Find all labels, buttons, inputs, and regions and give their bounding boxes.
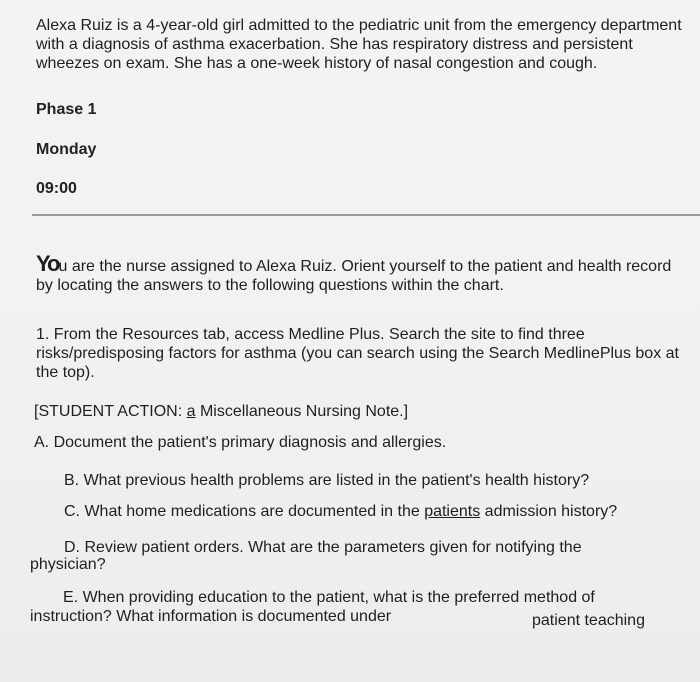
question-d-line-1: D. Review patient orders. What are the parameters given for notifying the	[64, 539, 582, 556]
question-a: A. Document the patient's primary diagnosis and allergies.	[34, 434, 447, 451]
time-label: 09:00	[36, 180, 77, 197]
question-c-end: admission history?	[480, 503, 618, 520]
question-b: B. What previous health problems are listed in the patient's health history?	[64, 472, 590, 489]
orientation-body: u are the nurse assigned to Alexa Ruiz. Orient yourself to the patient and health record by locating the answers to the following questions within the chart.	[36, 258, 672, 294]
section-divider	[32, 214, 700, 216]
orientation-first-letter: Yo	[36, 251, 59, 276]
case-intro-text: Alexa Ruiz is a 4-year-old girl admitted to the pediatric unit from the emergency department with a diagnosis of asthma exacerbation. She has respiratory distress and persistent wheezes on exam. She has a one-week history of nasal congestion and cough.	[36, 17, 682, 72]
student-action-note	[34, 403, 408, 421]
question-e-line-2: instruction? What information is documented under	[30, 608, 392, 625]
student-action-prefix: [STUDENT ACTION:	[34, 403, 187, 420]
question-c-underlined-word: patients	[424, 503, 481, 520]
day-label: Monday	[36, 141, 97, 158]
question-e-line-3: patient teaching	[532, 612, 645, 629]
phase-label: Phase 1	[36, 101, 97, 118]
question-e-line-1: E. When providing education to the patient, what is the preferred method of	[63, 589, 595, 606]
question-d-line-2: physician?	[30, 556, 106, 573]
orientation-text	[36, 251, 686, 295]
question-c	[64, 502, 617, 521]
student-action-underlined: a	[186, 403, 196, 420]
question-c-start: C. What home medications are documented in the	[64, 503, 425, 520]
question-1: 1. From the Resources tab, access Medline Plus. Search the site to find three risks/predisposing factors for asthma (you can search using the Search MedlinePlus box at the top).	[36, 326, 679, 381]
student-action-suffix: Miscellaneous Nursing Note.]	[195, 403, 409, 420]
